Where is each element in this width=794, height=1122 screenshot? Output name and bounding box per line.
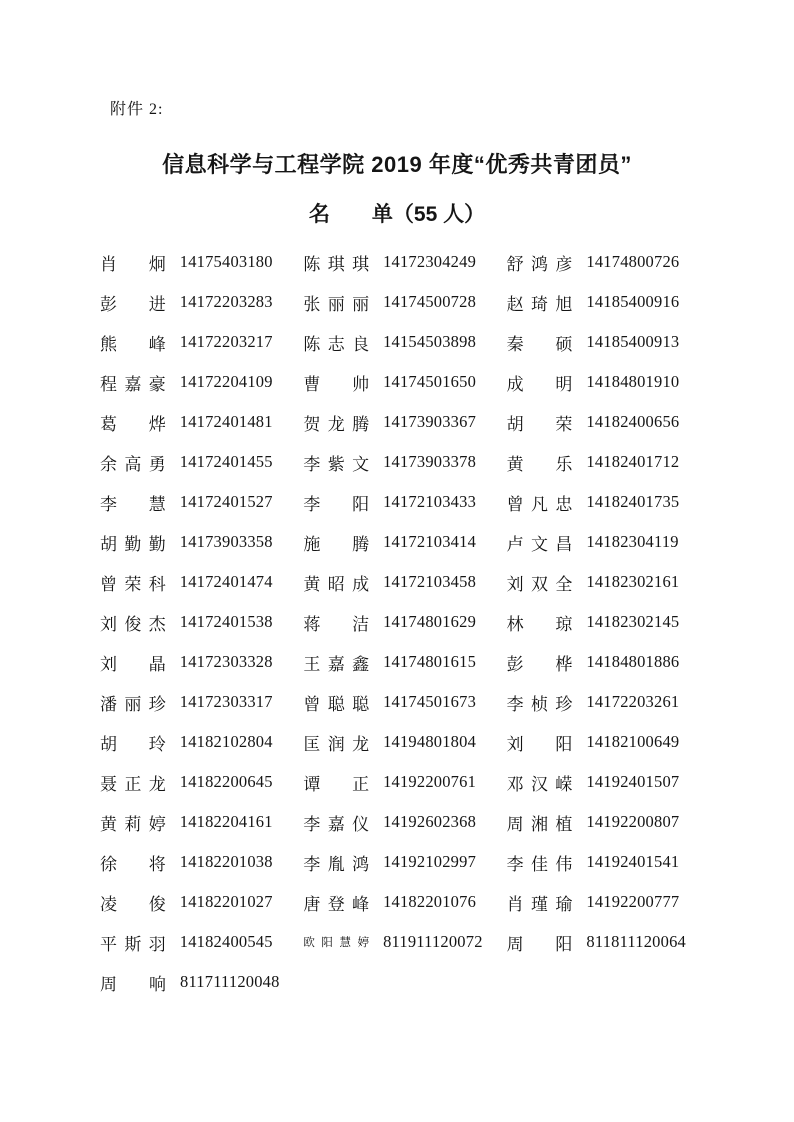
member-id: 14154503898 xyxy=(383,332,477,351)
member-name: 胡荣 xyxy=(506,414,573,434)
member-name: 陈志良 xyxy=(303,334,370,354)
member-name: 肖炯 xyxy=(100,254,166,274)
member-name: 李佳伟 xyxy=(506,854,573,874)
member-id: 14172401455 xyxy=(179,452,273,471)
member-id: 14192602368 xyxy=(383,812,477,831)
member-name: 陈琪琪 xyxy=(303,254,370,274)
document-title: 信息科学与工程学院 2019 年度“优秀共青团员” xyxy=(162,152,632,177)
member-id: 14173903378 xyxy=(383,452,477,471)
member-name: 林琼 xyxy=(506,614,573,634)
table-row xyxy=(100,482,710,522)
table-row xyxy=(100,282,710,322)
member-id: 14182204161 xyxy=(179,812,273,831)
member-name: 欧阳慧婷 xyxy=(303,937,370,949)
member-id: 14194801804 xyxy=(383,732,477,751)
member-name: 李嘉仪 xyxy=(303,814,370,834)
member-id: 14182401735 xyxy=(586,492,680,511)
member-id: 14172103433 xyxy=(383,492,477,511)
member-name: 刘双全 xyxy=(506,574,573,594)
roster-table xyxy=(100,242,710,1002)
table-row xyxy=(100,522,710,562)
member-name: 曹帅 xyxy=(303,374,370,394)
member-name: 李桢珍 xyxy=(506,694,573,714)
member-name: 蒋洁 xyxy=(303,614,370,634)
member-id: 14185400916 xyxy=(586,292,680,311)
member-id: 14174500728 xyxy=(383,292,477,311)
member-id: 14174801629 xyxy=(383,612,477,631)
member-id: 14172203283 xyxy=(179,292,273,311)
member-id: 14172204109 xyxy=(179,372,273,391)
member-name: 彭进 xyxy=(100,294,166,314)
member-name: 匡润龙 xyxy=(303,734,370,754)
table-row xyxy=(100,882,710,922)
member-id: 14192102997 xyxy=(383,852,477,871)
table-row xyxy=(100,722,710,762)
member-name: 刘晶 xyxy=(100,654,166,674)
member-id: 14192401541 xyxy=(586,852,680,871)
member-id: 14182102804 xyxy=(179,732,273,751)
member-id: 14172401481 xyxy=(179,412,273,431)
member-name: 李紫文 xyxy=(303,454,370,474)
member-id: 14182201076 xyxy=(383,892,477,911)
member-id: 14192200761 xyxy=(383,772,477,791)
member-id: 14172103458 xyxy=(383,572,477,591)
table-row xyxy=(100,682,710,722)
member-id: 14172401538 xyxy=(179,612,273,631)
member-name: 徐将 xyxy=(100,854,166,874)
member-name: 秦硕 xyxy=(506,334,573,354)
member-id: 14173903358 xyxy=(179,532,273,551)
table-row xyxy=(100,762,710,802)
member-name: 周响 xyxy=(100,974,166,994)
member-id: 14185400913 xyxy=(586,332,680,351)
member-name: 张丽丽 xyxy=(303,294,370,314)
member-name: 黄乐 xyxy=(506,454,573,474)
member-name: 卢文昌 xyxy=(506,534,573,554)
member-id: 811711120048 xyxy=(180,972,280,991)
member-id: 14174501650 xyxy=(383,372,477,391)
table-row xyxy=(100,922,710,962)
member-name: 刘阳 xyxy=(506,734,573,754)
member-name: 谭正 xyxy=(303,774,370,794)
member-name: 刘俊杰 xyxy=(100,614,166,634)
member-id: 14182302161 xyxy=(586,572,680,591)
member-id: 14182201038 xyxy=(179,852,273,871)
member-name: 周阳 xyxy=(506,934,573,954)
table-row xyxy=(100,562,710,602)
member-id: 14172303328 xyxy=(179,652,273,671)
member-name: 彭桦 xyxy=(506,654,573,674)
member-name: 舒鸿彦 xyxy=(506,254,573,274)
member-name: 聂正龙 xyxy=(100,774,166,794)
member-name: 肖瑾瑜 xyxy=(506,894,573,914)
member-id: 14172304249 xyxy=(383,252,477,271)
member-id: 14182401712 xyxy=(586,452,680,471)
member-name: 胡玲 xyxy=(100,734,166,754)
member-id: 14174501673 xyxy=(383,692,477,711)
member-id: 14172203217 xyxy=(179,332,273,351)
member-id: 14182200645 xyxy=(179,772,273,791)
member-id: 14172401527 xyxy=(179,492,273,511)
member-id: 14174800726 xyxy=(586,252,680,271)
table-row xyxy=(100,242,710,282)
member-name: 唐登峰 xyxy=(303,894,370,914)
member-name: 程嘉豪 xyxy=(100,374,166,394)
member-id: 14175403180 xyxy=(179,252,273,271)
member-id: 14172401474 xyxy=(179,572,273,591)
table-row xyxy=(100,802,710,842)
member-id: 14182304119 xyxy=(586,532,679,551)
member-name: 胡勤勤 xyxy=(100,534,166,554)
member-name: 凌俊 xyxy=(100,894,166,914)
document-subtitle: 名 单（55 人） xyxy=(308,203,486,226)
member-name: 施腾 xyxy=(303,534,370,554)
member-id: 14172103414 xyxy=(383,532,477,551)
table-row xyxy=(100,842,710,882)
table-row xyxy=(100,402,710,442)
member-id: 14192200807 xyxy=(586,812,680,831)
table-row xyxy=(100,642,710,682)
table-row xyxy=(100,362,710,402)
member-id: 14184801910 xyxy=(586,372,680,391)
member-name: 李慧 xyxy=(100,494,166,514)
member-name: 成明 xyxy=(506,374,573,394)
table-row xyxy=(100,962,710,1002)
member-id: 14182400656 xyxy=(586,412,680,431)
member-name: 潘丽珍 xyxy=(100,694,166,714)
member-id: 14174801615 xyxy=(383,652,477,671)
member-id: 14192401507 xyxy=(586,772,680,791)
member-name: 李阳 xyxy=(303,494,370,514)
member-name: 葛烨 xyxy=(100,414,166,434)
member-name: 黄昭成 xyxy=(303,574,370,594)
member-name: 曾聪聪 xyxy=(303,694,370,714)
member-name: 熊峰 xyxy=(100,334,166,354)
member-id: 14182400545 xyxy=(179,932,273,951)
member-name: 周湘植 xyxy=(506,814,573,834)
member-name: 曾凡忠 xyxy=(506,494,573,514)
member-name: 贺龙腾 xyxy=(303,414,370,434)
member-id: 14184801886 xyxy=(586,652,680,671)
table-row xyxy=(100,442,710,482)
member-id: 14192200777 xyxy=(586,892,680,911)
member-name: 李胤鸿 xyxy=(303,854,370,874)
member-id: 14172203261 xyxy=(586,692,680,711)
attachment-label: 附件 2: xyxy=(110,101,164,118)
member-name: 余高勇 xyxy=(100,454,166,474)
member-id: 14172303317 xyxy=(179,692,273,711)
member-id: 14182201027 xyxy=(179,892,273,911)
member-name: 黄莉婷 xyxy=(100,814,166,834)
member-name: 平斯羽 xyxy=(100,934,166,954)
member-id: 14182100649 xyxy=(586,732,680,751)
member-name: 王嘉鑫 xyxy=(303,654,370,674)
member-id: 811911120072 xyxy=(383,932,483,951)
member-id: 14173903367 xyxy=(383,412,477,431)
member-id: 811811120064 xyxy=(586,932,686,951)
member-name: 曾荣科 xyxy=(100,574,166,594)
table-row xyxy=(100,602,710,642)
table-row xyxy=(100,322,710,362)
member-name: 邓汉嵘 xyxy=(506,774,573,794)
member-id: 14182302145 xyxy=(586,612,680,631)
member-name: 赵琦旭 xyxy=(506,294,573,314)
